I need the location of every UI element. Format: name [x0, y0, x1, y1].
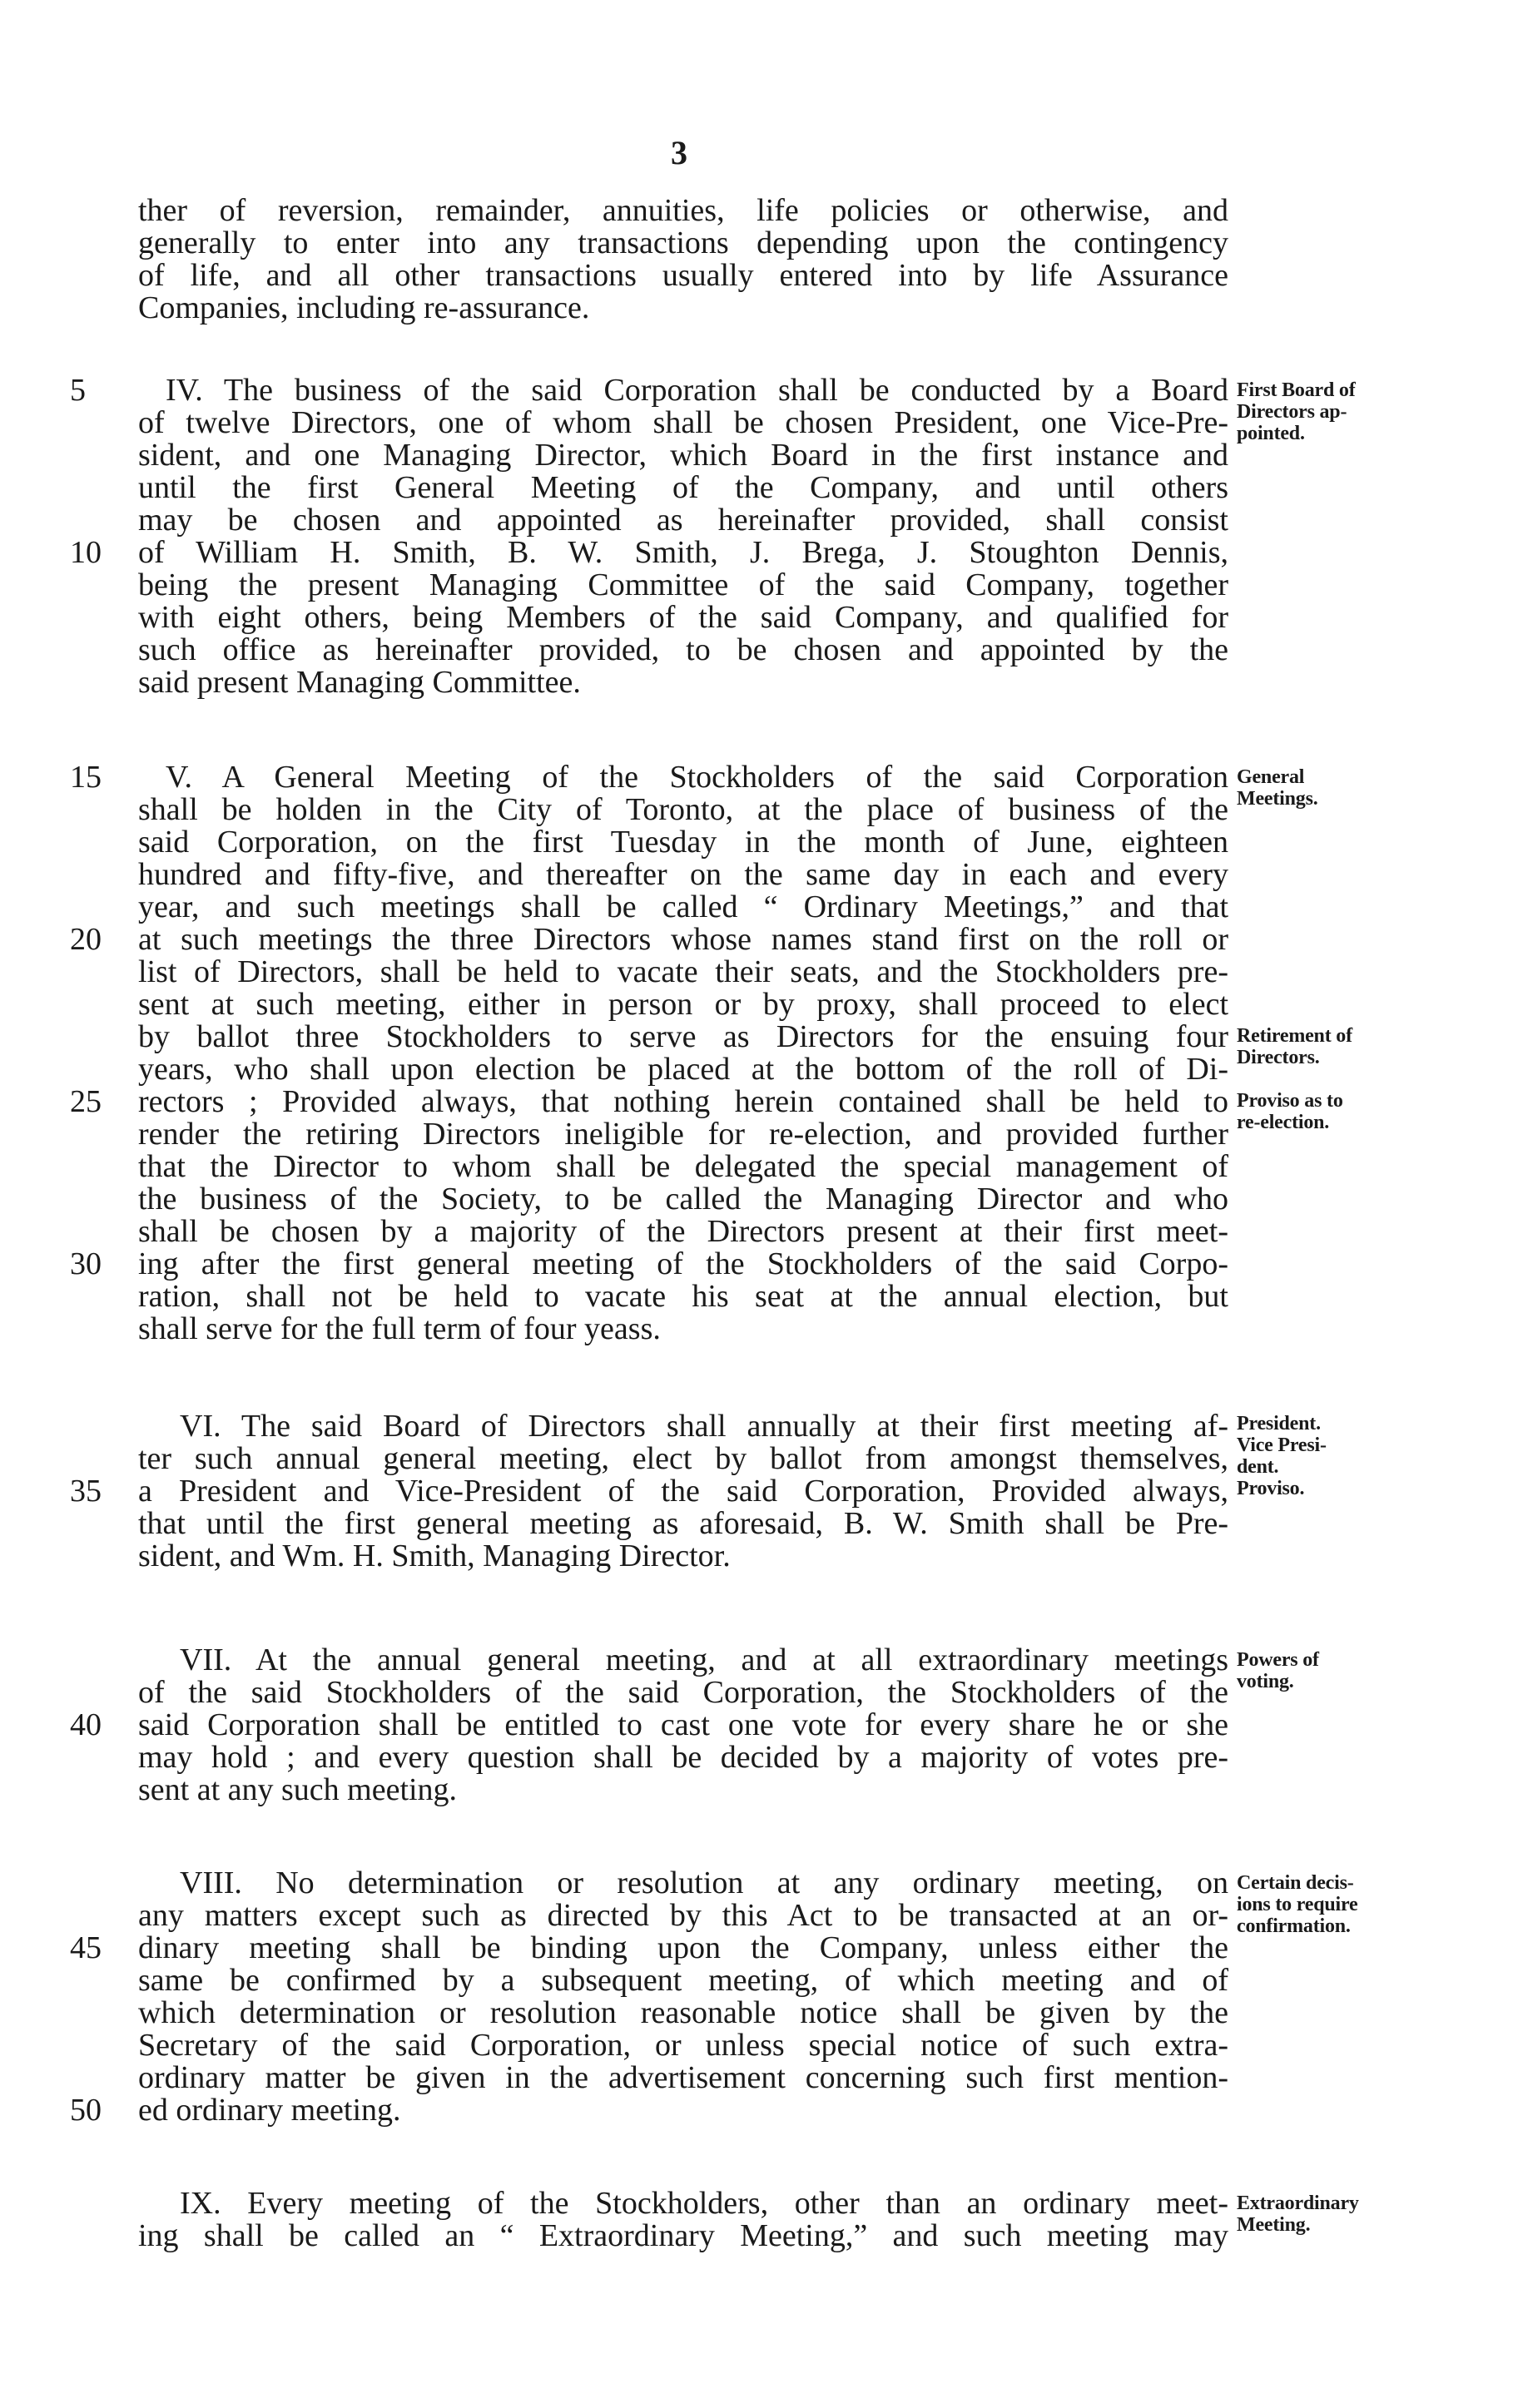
- line-number: 50: [70, 2093, 102, 2128]
- text-line: any matters except such as directed by this Act to be transacted at an or-: [138, 1898, 1228, 1933]
- text-line: ordinary matter be given in the advertisement concerning such first mention-: [138, 2060, 1228, 2095]
- margin-note-president: [1237, 1413, 1327, 1499]
- line-number: 25: [70, 1084, 102, 1119]
- margin-note-line: dent.: [1237, 1456, 1279, 1478]
- text-line: same be confirmed by a subsequent meeting, of which meeting and of: [138, 1963, 1228, 1998]
- text-line: which determination or resolution reasonable notice shall be given by the: [138, 1995, 1228, 2030]
- margin-note-line: First Board of: [1237, 379, 1356, 401]
- text-line: by ballot three Stockholders to serve as Directors for the ensuing four: [138, 1019, 1228, 1054]
- margin-note-line: Meeting.: [1237, 2214, 1311, 2236]
- line-number: 30: [70, 1246, 102, 1281]
- margin-note-line: Directors ap-: [1237, 401, 1347, 423]
- text-line: list of Directors, shall be held to vacate their seats, and the Stockholders pre-: [138, 954, 1228, 989]
- text-line: VIII. No determination or resolution at any ordinary meeting, on: [180, 1865, 1228, 1900]
- text-line: such office as hereinafter provided, to be chosen and appointed by the: [138, 632, 1228, 667]
- margin-note-line: Meetings.: [1237, 788, 1318, 810]
- margin-note-line: Directors.: [1237, 1047, 1320, 1068]
- text-line: Secretary of the said Corporation, or unless special notice of such extra-: [138, 2028, 1228, 2063]
- margin-note-certain-decisions: [1237, 1872, 1357, 1937]
- text-line: sident, and Wm. H. Smith, Managing Director.: [138, 1538, 731, 1573]
- text-line: said Corporation, on the first Tuesday in the month of June, eighteen: [138, 825, 1228, 860]
- margin-note-line: Powers of: [1237, 1649, 1319, 1671]
- margin-note-line: pointed.: [1237, 423, 1305, 444]
- text-line: sent at any such meeting.: [138, 1772, 458, 1807]
- text-line: shall be chosen by a majority of the Directors present at their first meet-: [138, 1214, 1228, 1249]
- text-line: rectors ; Provided always, that nothing herein contained shall be held to: [138, 1084, 1228, 1119]
- margin-note-extraordinary-meeting: [1237, 2192, 1359, 2236]
- margin-note-line: Extraordinary: [1237, 2192, 1359, 2214]
- margin-note-line: President.: [1237, 1413, 1321, 1434]
- margin-note-retirement: [1237, 1025, 1352, 1068]
- text-line: ration, shall not be held to vacate his seat at the annual election, but: [138, 1279, 1228, 1314]
- margin-note-first-board: [1237, 379, 1356, 444]
- margin-note-line: confirmation.: [1237, 1915, 1351, 1937]
- text-line: ing after the first general meeting of the Stockholders of the said Corpo-: [138, 1246, 1228, 1281]
- page-number: 3: [671, 134, 687, 171]
- text-line: ter such annual general meeting, elect by ballot from amongst themselves,: [138, 1441, 1228, 1476]
- text-line: IX. Every meeting of the Stockholders, other than an ordinary meet-: [180, 2186, 1228, 2221]
- line-number: 45: [70, 1930, 102, 1965]
- margin-note-line: Proviso.: [1237, 1478, 1305, 1499]
- text-line: render the retiring Directors ineligible for re-election, and provided further: [138, 1117, 1228, 1152]
- text-line: at such meetings the three Directors whose names stand first on the roll or: [138, 922, 1228, 957]
- text-line: may be chosen and appointed as hereinafter provided, shall consist: [138, 503, 1228, 538]
- text-line: V. A General Meeting of the Stockholders of the said Corporation: [166, 760, 1228, 795]
- margin-note-line: Certain decis-: [1237, 1872, 1354, 1894]
- text-line: said Corporation shall be entitled to cast one vote for every share he or she: [138, 1707, 1228, 1742]
- line-number: 40: [70, 1707, 102, 1742]
- margin-note-line: General: [1237, 766, 1305, 788]
- margin-note-powers-voting: [1237, 1649, 1319, 1692]
- margin-note-general-meetings: [1237, 766, 1318, 810]
- margin-note-proviso-reelection: [1237, 1090, 1343, 1133]
- text-line: said present Managing Committee.: [138, 665, 581, 700]
- text-line: of William H. Smith, B. W. Smith, J. Brega, J. Stoughton Dennis,: [138, 535, 1228, 570]
- text-line: hundred and fifty-five, and thereafter on the same day in each and every: [138, 857, 1228, 892]
- text-line: Companies, including re-assurance.: [138, 290, 590, 325]
- text-line: sident, and one Managing Director, which Board in the first instance and: [138, 438, 1228, 473]
- text-line: of twelve Directors, one of whom shall be chosen President, one Vice-Pre-: [138, 405, 1228, 440]
- text-line: with eight others, being Members of the said Company, and qualified for: [138, 600, 1228, 635]
- margin-note-line: voting.: [1237, 1671, 1294, 1692]
- text-line: sent at such meeting, either in person or by proxy, shall proceed to elect: [138, 987, 1228, 1022]
- line-number: 5: [70, 373, 86, 408]
- line-number: 35: [70, 1474, 102, 1509]
- text-line: ed ordinary meeting.: [138, 2093, 401, 2128]
- margin-note-line: ions to require: [1237, 1894, 1358, 1915]
- margin-note-line: re-election.: [1237, 1112, 1330, 1133]
- text-line: that until the first general meeting as aforesaid, B. W. Smith shall be Pre-: [138, 1506, 1228, 1541]
- margin-note-line: Vice Presi-: [1237, 1434, 1327, 1456]
- text-line: of life, and all other transactions usually entered into by life Assurance: [138, 258, 1228, 293]
- text-line: until the first General Meeting of the Company, and until others: [138, 470, 1228, 505]
- margin-note-line: Retirement of: [1237, 1025, 1352, 1047]
- text-line: being the present Managing Committee of the said Company, together: [138, 567, 1228, 602]
- text-line: generally to enter into any transactions depending upon the contingency: [138, 225, 1228, 260]
- text-line: may hold ; and every question shall be decided by a majority of votes pre-: [138, 1740, 1228, 1775]
- text-line: the business of the Society, to be called the Managing Director and who: [138, 1182, 1228, 1216]
- margin-note-line: Proviso as to: [1237, 1090, 1343, 1112]
- line-number: 15: [70, 760, 102, 795]
- text-line: shall serve for the full term of four yeass.: [138, 1311, 661, 1346]
- text-line: a President and Vice-President of the said Corporation, Provided always,: [138, 1474, 1228, 1509]
- text-line: ther of reversion, remainder, annuities, life policies or otherwise, and: [138, 193, 1228, 228]
- text-line: year, and such meetings shall be called “ Ordinary Meetings,” and that: [138, 889, 1228, 924]
- text-line: dinary meeting shall be binding upon the Company, unless either the: [138, 1930, 1228, 1965]
- text-line: IV. The business of the said Corporation shall be conducted by a Board: [166, 373, 1228, 408]
- text-line: years, who shall upon election be placed at the bottom of the roll of Di-: [138, 1052, 1228, 1087]
- line-number: 10: [70, 535, 102, 570]
- text-line: VII. At the annual general meeting, and at all extraordinary meetings: [180, 1642, 1228, 1677]
- text-line: that the Director to whom shall be delegated the special management of: [138, 1149, 1228, 1184]
- text-line: shall be holden in the City of Toronto, at the place of business of the: [138, 792, 1228, 827]
- text-line: VI. The said Board of Directors shall annually at their first meeting af-: [180, 1409, 1228, 1444]
- text-line: ing shall be called an “ Extraordinary Meeting,” and such meeting may: [138, 2218, 1228, 2253]
- text-line: of the said Stockholders of the said Corporation, the Stockholders of the: [138, 1675, 1228, 1710]
- line-number: 20: [70, 922, 102, 957]
